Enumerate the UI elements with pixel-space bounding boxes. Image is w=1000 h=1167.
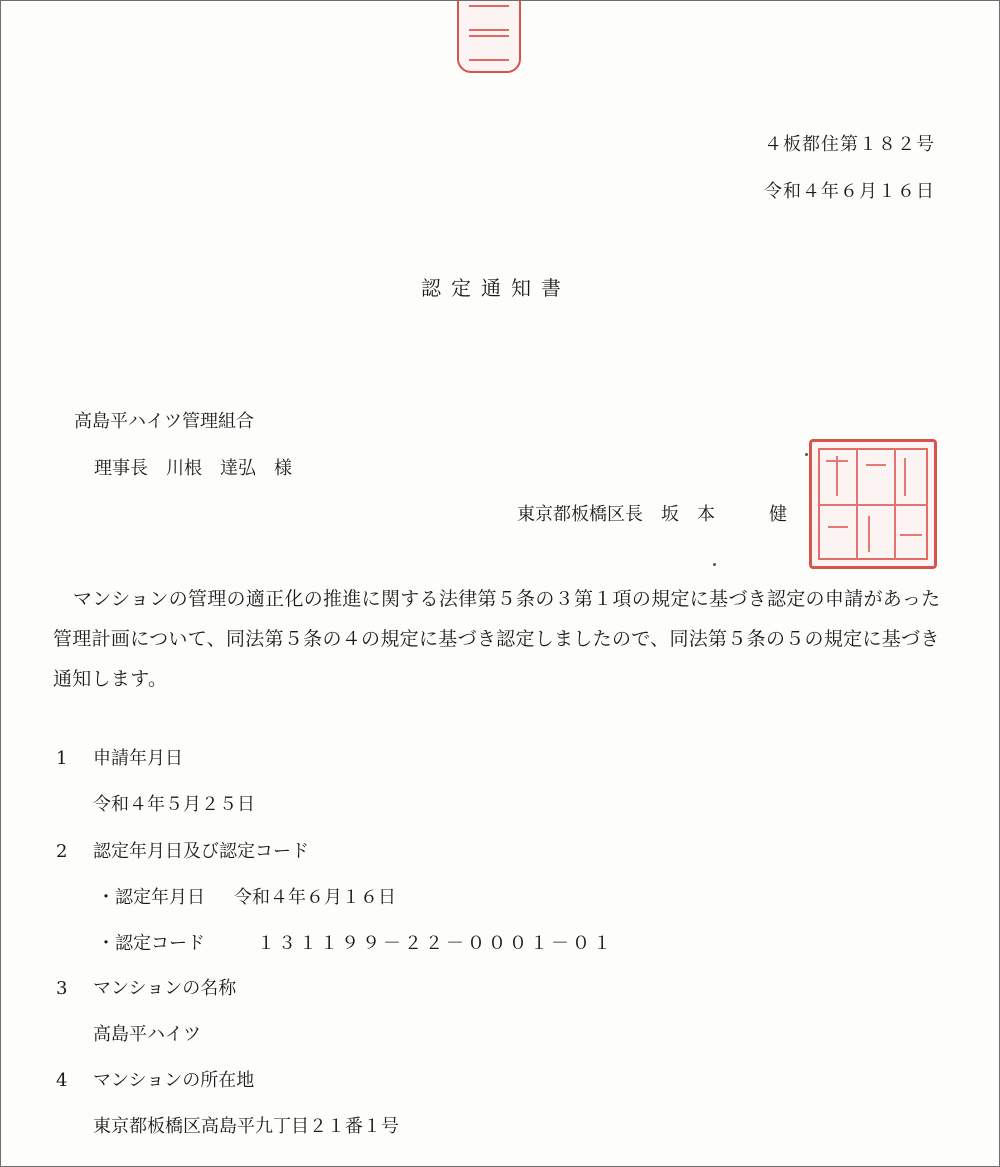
scan-speck: [805, 453, 808, 456]
item-1-value: 令和４年５月２５日: [93, 794, 255, 815]
recipient-name: 理事長 川根 達弘 様: [94, 458, 292, 479]
body-paragraph: マンションの管理の適正化の推進に関する法律第５条の３第１項の規定に基づき認定の申請があった管理計画について、同法第５条の４の規定に基づき認定しましたので、同法第５条の５の規定に基づき通知します。: [53, 588, 941, 690]
item-2-sub-1-value: 令和４年６月１６日: [234, 887, 396, 908]
official-seal-stamp: [809, 439, 937, 569]
document-number: ４板都住第１８２号: [764, 134, 935, 155]
item-2-sub-2-label: ・認定コード: [97, 933, 205, 954]
item-4-label: マンションの所在地: [93, 1070, 255, 1091]
item-2-sub-2-value: １３１１９９－２２－０００１－０１: [257, 933, 614, 954]
seal-stroke: [866, 464, 886, 466]
item-3-label: マンションの名称: [93, 978, 237, 999]
item-2-number: 2: [56, 841, 68, 862]
item-4-number: 4: [56, 1070, 68, 1091]
document-title: 認定通知書: [421, 276, 571, 300]
document-date: 令和４年６月１６日: [764, 181, 935, 202]
seal-glyph: [469, 35, 509, 61]
item-3-number: 3: [56, 978, 68, 999]
seal-glyph: [469, 5, 509, 31]
seal-stroke: [900, 534, 922, 536]
top-seal-stamp: [457, 0, 521, 73]
seal-stroke: [836, 456, 838, 496]
seal-stroke: [904, 458, 906, 496]
item-2-label: 認定年月日及び認定コード: [93, 841, 309, 862]
sender-name: 東京都板橋区長 坂 本 健: [517, 504, 787, 525]
seal-line: [818, 504, 928, 506]
item-4-value: 東京都板橋区高島平九丁目２１番１号: [93, 1116, 399, 1137]
item-3-value: 高島平ハイツ: [93, 1024, 201, 1045]
item-1-label: 申請年月日: [93, 748, 183, 769]
recipient-organization: 高島平ハイツ管理組合: [74, 411, 254, 432]
seal-stroke: [868, 516, 870, 552]
seal-stroke: [828, 526, 848, 528]
item-2-sub-1-label: ・認定年月日: [97, 887, 205, 908]
scan-speck: [713, 563, 716, 566]
item-1-number: 1: [56, 748, 68, 769]
